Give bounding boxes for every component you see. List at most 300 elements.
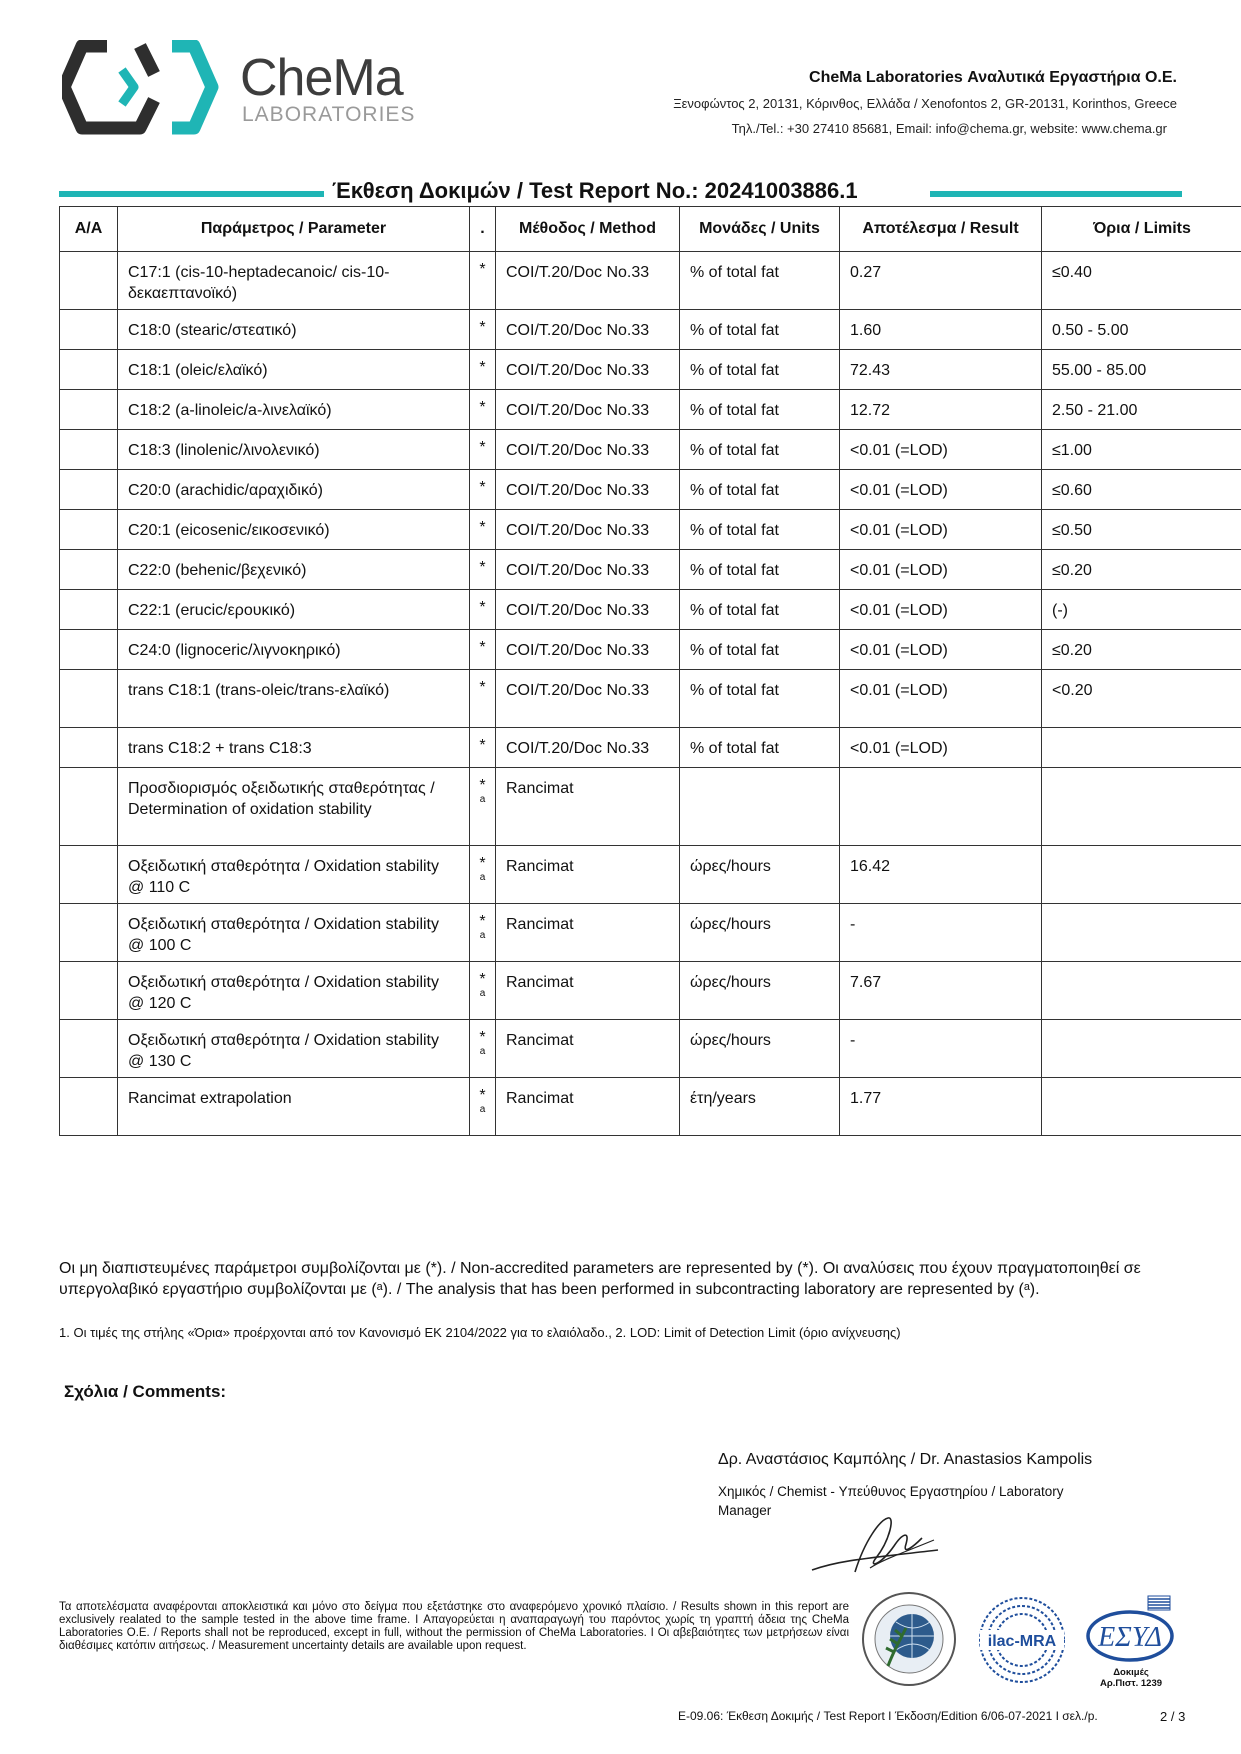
- cell-aa: [60, 510, 118, 550]
- cell-result-text: [840, 252, 1041, 283]
- cell-units-value: % of total fat: [690, 482, 779, 499]
- cell-parameter: [118, 470, 470, 510]
- cell-limits: [1042, 252, 1241, 310]
- title-bar-left: [59, 191, 324, 197]
- cell-mark-value: *: [479, 599, 486, 616]
- cell-parameter: [118, 510, 470, 550]
- header-units: Μονάδες / Units: [680, 207, 840, 252]
- cell-mark-value: *: [479, 913, 486, 930]
- handwritten-signature: [810, 1510, 940, 1580]
- cell-result: [840, 962, 1042, 1020]
- cell-units-value: % of total fat: [690, 522, 779, 539]
- cell-result-text: [840, 470, 1041, 501]
- cell-result-value: <0.01 (=LOD): [850, 642, 948, 659]
- table-row: [60, 510, 1241, 550]
- cell-limits-value: ≤0.50: [1052, 522, 1092, 539]
- cell-parameter-value: trans C18:2 + trans C18:3: [128, 740, 312, 757]
- cell-result-text: [840, 670, 1041, 701]
- cell-parameter-text: [118, 962, 469, 1014]
- cell-aa-text: [60, 1078, 117, 1088]
- cell-method-value: COI/T.20/Doc No.33: [506, 682, 650, 699]
- cell-limits-text: [1042, 1078, 1241, 1088]
- header-aa: A/A: [60, 207, 118, 252]
- cell-method: [496, 728, 680, 768]
- cell-method: [496, 590, 680, 630]
- cell-method: [496, 1078, 680, 1136]
- cell-result: [840, 390, 1042, 430]
- table-row: [60, 728, 1241, 768]
- cell-aa-text: [60, 846, 117, 856]
- cell-units-value: % of total fat: [690, 740, 779, 757]
- cell-mark-value: *: [479, 679, 486, 696]
- cell-units-value: % of total fat: [690, 562, 779, 579]
- esyd-caption: [1090, 1667, 1172, 1689]
- cell-parameter-text: [118, 350, 469, 381]
- cell-result-value: <0.01 (=LOD): [850, 442, 948, 459]
- cell-result-text: [840, 550, 1041, 581]
- cell-parameter-text: [118, 904, 469, 956]
- cell-parameter-value: Προσδιορισμός οξειδωτικής σταθερότητας / Determination of oxidation stability: [128, 780, 435, 818]
- cell-aa: [60, 252, 118, 310]
- cell-limits: [1042, 550, 1241, 590]
- cell-limits: [1042, 728, 1241, 768]
- cell-units: [680, 550, 840, 590]
- cell-mark-value: *: [479, 319, 486, 336]
- cell-limits-value: ≤1.00: [1052, 442, 1092, 459]
- table-row: [60, 252, 1241, 310]
- cell-units-text: [680, 962, 839, 993]
- cell-limits: [1042, 310, 1241, 350]
- cell-mark-text: [470, 470, 495, 495]
- cell-method-text: [496, 550, 679, 581]
- cell-units-value: ώρες/hours: [690, 974, 771, 991]
- cell-limits-text: [1042, 390, 1241, 421]
- cell-method-value: COI/T.20/Doc No.33: [506, 322, 650, 339]
- table-row: [60, 310, 1241, 350]
- cell-limits-value: ≤0.20: [1052, 562, 1092, 579]
- cell-limits-value: ≤0.20: [1052, 642, 1092, 659]
- cell-result-text: [840, 768, 1041, 778]
- cell-mark-value: *: [479, 519, 486, 536]
- cell-parameter: [118, 590, 470, 630]
- header-mark: .: [470, 207, 496, 252]
- cell-parameter-value: C18:3 (linolenic/λινολενικό): [128, 442, 320, 459]
- cell-mark-text: [470, 590, 495, 615]
- cell-units: [680, 510, 840, 550]
- cell-method-text: [496, 310, 679, 341]
- cell-units: [680, 962, 840, 1020]
- cell-limits: [1042, 390, 1241, 430]
- cell-parameter: [118, 846, 470, 904]
- cell-parameter-text: [118, 1020, 469, 1072]
- cell-mark: [470, 252, 496, 310]
- page-number: 2 / 3: [1160, 1709, 1186, 1724]
- cell-limits: [1042, 470, 1241, 510]
- cell-limits-value: 0.50 - 5.00: [1052, 322, 1129, 339]
- cell-method-value: Rancimat: [506, 1032, 574, 1049]
- cell-mark: [470, 962, 496, 1020]
- cell-method: [496, 962, 680, 1020]
- cell-method: [496, 510, 680, 550]
- cell-aa: [60, 904, 118, 962]
- cell-limits-value: (-): [1052, 602, 1068, 619]
- cell-limits-value: ≤0.60: [1052, 482, 1092, 499]
- cell-units-value: % of total fat: [690, 642, 779, 659]
- ilac-mra-logo: [976, 1596, 1068, 1684]
- cell-result: [840, 350, 1042, 390]
- cell-limits-value: <0.20: [1052, 682, 1093, 699]
- cell-result: [840, 768, 1042, 846]
- cell-aa-text: [60, 670, 117, 680]
- cell-result-value: <0.01 (=LOD): [850, 482, 948, 499]
- cell-units-text: [680, 728, 839, 759]
- cell-result: [840, 1020, 1042, 1078]
- cell-limits-value: 2.50 - 21.00: [1052, 402, 1138, 419]
- cell-mark: [470, 550, 496, 590]
- cell-result-value: -: [850, 1032, 856, 1049]
- cell-parameter-text: [118, 1078, 469, 1109]
- cell-limits-value: ≤0.40: [1052, 264, 1092, 281]
- cell-mark: [470, 590, 496, 630]
- cell-parameter-value: C17:1 (cis-10-heptadecanoic/ cis-10-δεκαεπτανοϊκό): [128, 264, 390, 302]
- cell-units-value: % of total fat: [690, 602, 779, 619]
- cell-mark-text: [470, 350, 495, 375]
- cell-mark-text: [470, 1020, 495, 1059]
- cell-units-text: [680, 904, 839, 935]
- cell-limits-text: [1042, 550, 1241, 581]
- cell-result-text: [840, 1078, 1041, 1109]
- cell-method-text: [496, 962, 679, 993]
- subcontract-mark: a: [479, 1104, 486, 1115]
- cell-mark: [470, 430, 496, 470]
- cell-result-text: [840, 962, 1041, 993]
- cell-limits: [1042, 1020, 1241, 1078]
- cell-units-text: [680, 550, 839, 581]
- cell-parameter-text: [118, 768, 469, 820]
- cell-parameter-value: C22:0 (behenic/βεχενικό): [128, 562, 307, 579]
- cell-method: [496, 1020, 680, 1078]
- cell-method: [496, 470, 680, 510]
- logo-subtitle: LABORATORIES: [242, 103, 416, 126]
- cell-mark: [470, 630, 496, 670]
- report-title: Έκθεση Δοκιμών / Test Report No.: 20241003886.1: [332, 178, 858, 203]
- cell-result-value: <0.01 (=LOD): [850, 740, 948, 757]
- cell-units-value: έτη/years: [690, 1090, 756, 1107]
- cell-mark-text: [470, 846, 495, 885]
- cell-units: [680, 470, 840, 510]
- cell-parameter-text: [118, 510, 469, 541]
- cell-mark-text: [470, 728, 495, 753]
- cell-result: [840, 728, 1042, 768]
- cell-result: [840, 670, 1042, 728]
- cell-limits-text: [1042, 470, 1241, 501]
- subcontract-mark: a: [479, 988, 486, 999]
- cell-result-text: [840, 390, 1041, 421]
- cell-aa: [60, 590, 118, 630]
- cell-parameter-text: [118, 390, 469, 421]
- cell-parameter: [118, 1078, 470, 1136]
- comments-label: Σχόλια / Comments:: [64, 1382, 227, 1401]
- cell-method-text: [496, 630, 679, 661]
- signer-name: Δρ. Αναστάσιος Καμπόλης / Dr. Anastasios Kampolis: [718, 1451, 1093, 1468]
- cell-result-text: [840, 846, 1041, 877]
- cell-method: [496, 430, 680, 470]
- cell-parameter-value: C18:0 (stearic/στεατικό): [128, 322, 297, 339]
- table-row: [60, 904, 1241, 962]
- cell-mark: [470, 728, 496, 768]
- company-name: CheMa Laboratories Αναλυτικά Εργαστήρια Ο.Ε.: [809, 69, 1177, 86]
- cell-parameter-text: [118, 670, 469, 701]
- cell-limits: [1042, 430, 1241, 470]
- cell-method-text: [496, 252, 679, 283]
- cell-parameter: [118, 630, 470, 670]
- cell-method-value: COI/T.20/Doc No.33: [506, 642, 650, 659]
- svg-text:ΕΣΥΔ: ΕΣΥΔ: [1098, 1622, 1162, 1653]
- cell-parameter-text: [118, 252, 469, 304]
- header-method: Μέθοδος / Method: [496, 207, 680, 252]
- cell-mark: [470, 310, 496, 350]
- cell-limits-text: [1042, 350, 1241, 381]
- cell-method: [496, 904, 680, 962]
- cell-parameter: [118, 904, 470, 962]
- cell-aa: [60, 962, 118, 1020]
- cell-method-text: [496, 510, 679, 541]
- cell-method-value: COI/T.20/Doc No.33: [506, 362, 650, 379]
- cell-method-text: [496, 390, 679, 421]
- cell-method: [496, 768, 680, 846]
- table-row: [60, 470, 1241, 510]
- cell-limits-text: [1042, 510, 1241, 541]
- cell-aa: [60, 768, 118, 846]
- cell-mark-text: [470, 550, 495, 575]
- cell-result: [840, 846, 1042, 904]
- cell-units: [680, 768, 840, 846]
- cell-units: [680, 590, 840, 630]
- cell-units: [680, 728, 840, 768]
- cell-method-text: [496, 350, 679, 381]
- cell-method-value: COI/T.20/Doc No.33: [506, 402, 650, 419]
- cell-parameter: [118, 350, 470, 390]
- cell-result: [840, 550, 1042, 590]
- cell-result: [840, 510, 1042, 550]
- cell-result: [840, 630, 1042, 670]
- cell-method-value: COI/T.20/Doc No.33: [506, 264, 650, 281]
- cell-aa: [60, 728, 118, 768]
- cell-parameter-value: trans C18:1 (trans-oleic/trans-ελαϊκό): [128, 682, 390, 699]
- cell-method-text: [496, 728, 679, 759]
- cell-limits: [1042, 510, 1241, 550]
- cell-units: [680, 252, 840, 310]
- cell-parameter: [118, 962, 470, 1020]
- cell-result-value: <0.01 (=LOD): [850, 602, 948, 619]
- cell-parameter-text: [118, 630, 469, 661]
- cell-units-text: [680, 590, 839, 621]
- cell-aa: [60, 1078, 118, 1136]
- cell-method: [496, 310, 680, 350]
- table-row: [60, 350, 1241, 390]
- cell-mark-value: *: [479, 1029, 486, 1046]
- cell-units-value: % of total fat: [690, 362, 779, 379]
- cell-units-text: [680, 510, 839, 541]
- cell-parameter: [118, 310, 470, 350]
- cell-aa-text: [60, 252, 117, 262]
- cell-parameter-value: Οξειδωτική σταθερότητα / Oxidation stability @ 120 C: [128, 974, 439, 1012]
- cell-parameter-value: Οξειδωτική σταθερότητα / Oxidation stability @ 110 C: [128, 858, 439, 896]
- cell-limits: [1042, 768, 1241, 846]
- cell-units: [680, 670, 840, 728]
- cell-method-value: Rancimat: [506, 916, 574, 933]
- cell-mark-value: *: [479, 777, 486, 794]
- cell-units-value: % of total fat: [690, 682, 779, 699]
- cell-units-text: [680, 252, 839, 283]
- results-table: [59, 206, 1241, 1136]
- cell-mark-text: [470, 630, 495, 655]
- cell-method-value: Rancimat: [506, 858, 574, 875]
- cell-parameter-value: C18:1 (oleic/ελαϊκό): [128, 362, 268, 379]
- cell-method-text: [496, 430, 679, 461]
- cell-mark: [470, 1078, 496, 1136]
- cell-aa: [60, 846, 118, 904]
- cell-method-text: [496, 1078, 679, 1109]
- cell-limits-text: [1042, 962, 1241, 972]
- subcontract-mark: a: [479, 872, 486, 883]
- cell-aa-text: [60, 310, 117, 320]
- cell-aa-text: [60, 630, 117, 640]
- cell-method: [496, 846, 680, 904]
- cell-result-text: [840, 904, 1041, 935]
- cell-mark-value: *: [479, 479, 486, 496]
- cell-limits-text: [1042, 590, 1241, 621]
- cell-mark-text: [470, 310, 495, 335]
- cell-units: [680, 430, 840, 470]
- cell-mark: [470, 1020, 496, 1078]
- title-bar-right: [930, 191, 1182, 197]
- cell-units-text: [680, 846, 839, 877]
- table-row: [60, 670, 1241, 728]
- cell-units-text: [680, 1078, 839, 1109]
- cell-parameter: [118, 550, 470, 590]
- header-parameter: Παράμετρος / Parameter: [118, 207, 470, 252]
- cell-limits: [1042, 1078, 1241, 1136]
- cell-method-value: Rancimat: [506, 780, 574, 797]
- cell-parameter-text: [118, 728, 469, 759]
- cell-method: [496, 670, 680, 728]
- cell-units-text: [680, 768, 839, 778]
- cell-mark: [470, 390, 496, 430]
- table-row: [60, 430, 1241, 470]
- cell-result-text: [840, 510, 1041, 541]
- svg-text:ilac-MRA: ilac-MRA: [987, 1633, 1057, 1650]
- cell-mark-value: *: [479, 399, 486, 416]
- cell-method-text: [496, 846, 679, 877]
- subcontract-mark: a: [479, 794, 486, 805]
- logo-wordmark: CheMa: [240, 49, 403, 107]
- cell-parameter-text: [118, 310, 469, 341]
- cell-aa: [60, 550, 118, 590]
- cell-units: [680, 1020, 840, 1078]
- cell-result-value: 1.77: [850, 1090, 882, 1107]
- cell-parameter: [118, 670, 470, 728]
- cell-result-value: 12.72: [850, 402, 891, 419]
- cell-parameter-value: C20:1 (eicosenic/εικοσενικό): [128, 522, 330, 539]
- table-row: [60, 630, 1241, 670]
- cell-aa-text: [60, 1020, 117, 1030]
- cell-result-value: <0.01 (=LOD): [850, 562, 948, 579]
- cell-parameter-value: C24:0 (lignoceric/λιγνοκηρικό): [128, 642, 341, 659]
- cell-limits: [1042, 350, 1241, 390]
- cell-limits: [1042, 590, 1241, 630]
- cell-units-value: % of total fat: [690, 442, 779, 459]
- cell-units-value: % of total fat: [690, 264, 779, 281]
- cell-mark-value: *: [479, 559, 486, 576]
- cell-parameter-text: [118, 590, 469, 621]
- cell-result-value: 16.42: [850, 858, 891, 875]
- cell-limits-text: [1042, 310, 1241, 341]
- cell-units: [680, 390, 840, 430]
- table-row: [60, 768, 1241, 846]
- cell-parameter-text: [118, 550, 469, 581]
- cell-result: [840, 252, 1042, 310]
- cell-limits: [1042, 670, 1241, 728]
- cell-limits-text: [1042, 728, 1241, 738]
- cell-result-text: [840, 310, 1041, 341]
- cell-mark: [470, 846, 496, 904]
- cell-limits-text: [1042, 630, 1241, 661]
- cell-method: [496, 550, 680, 590]
- cell-aa: [60, 630, 118, 670]
- cell-units-text: [680, 390, 839, 421]
- cell-method: [496, 390, 680, 430]
- cell-aa-text: [60, 390, 117, 400]
- header-result: Αποτέλεσμα / Result: [840, 207, 1042, 252]
- cell-method-value: Rancimat: [506, 1090, 574, 1107]
- cell-method-value: COI/T.20/Doc No.33: [506, 482, 650, 499]
- cell-method-text: [496, 590, 679, 621]
- cell-parameter-value: C20:0 (arachidic/αραχιδικό): [128, 482, 323, 499]
- cell-method-value: Rancimat: [506, 974, 574, 991]
- cell-result-value: 0.27: [850, 264, 882, 281]
- cell-mark-text: [470, 430, 495, 455]
- cell-method-text: [496, 670, 679, 701]
- cell-units-text: [680, 310, 839, 341]
- cell-result-value: 1.60: [850, 322, 882, 339]
- cell-method-text: [496, 904, 679, 935]
- disclaimer-text: Τα αποτελέσματα αναφέρονται αποκλειστικά και μόνο στο δείγμα που εξετάστηκε στο αναφερόμενο χρονικό πλαίσιο. / Results shown in this report are exclusively realated to the sample tested in the above time frame. I Απαγορεύεται η αναπαραγωγή του παρόντος χωρίς τη γραπτή άδεια της CheMa Laboratories O.E. / Reports shall not be reproduced, except in full, without the permission of CheMa Laboratories. I Οι αβεβαιότητες των μετρήσεων είναι διαθέσιμες κατόπιν αιτήσεως. / Measurement uncertainty details are available upon request.: [59, 1601, 849, 1652]
- cell-aa-text: [60, 430, 117, 440]
- cell-mark-text: [470, 510, 495, 535]
- cell-units-text: [680, 350, 839, 381]
- subcontract-mark: a: [479, 1046, 486, 1057]
- cell-parameter: [118, 728, 470, 768]
- cell-mark-value: *: [479, 971, 486, 988]
- cell-units-value: % of total fat: [690, 322, 779, 339]
- cell-aa: [60, 1020, 118, 1078]
- cell-units: [680, 904, 840, 962]
- cell-limits-text: [1042, 1020, 1241, 1030]
- cell-result-text: [840, 430, 1041, 461]
- cell-limits-text: [1042, 904, 1241, 914]
- cell-method: [496, 630, 680, 670]
- cell-result-text: [840, 728, 1041, 759]
- cell-parameter-value: C22:1 (erucic/ερουκικό): [128, 602, 296, 619]
- cell-aa-text: [60, 768, 117, 778]
- signer-role: Χημικός / Chemist - Υπεύθυνος Εργαστηρίου / Laboratory Manager: [718, 1484, 1064, 1518]
- cell-method-value: COI/T.20/Doc No.33: [506, 562, 650, 579]
- cell-mark-text: [470, 768, 495, 807]
- cell-mark-value: *: [479, 855, 486, 872]
- cell-units-value: ώρες/hours: [690, 1032, 771, 1049]
- cell-aa: [60, 350, 118, 390]
